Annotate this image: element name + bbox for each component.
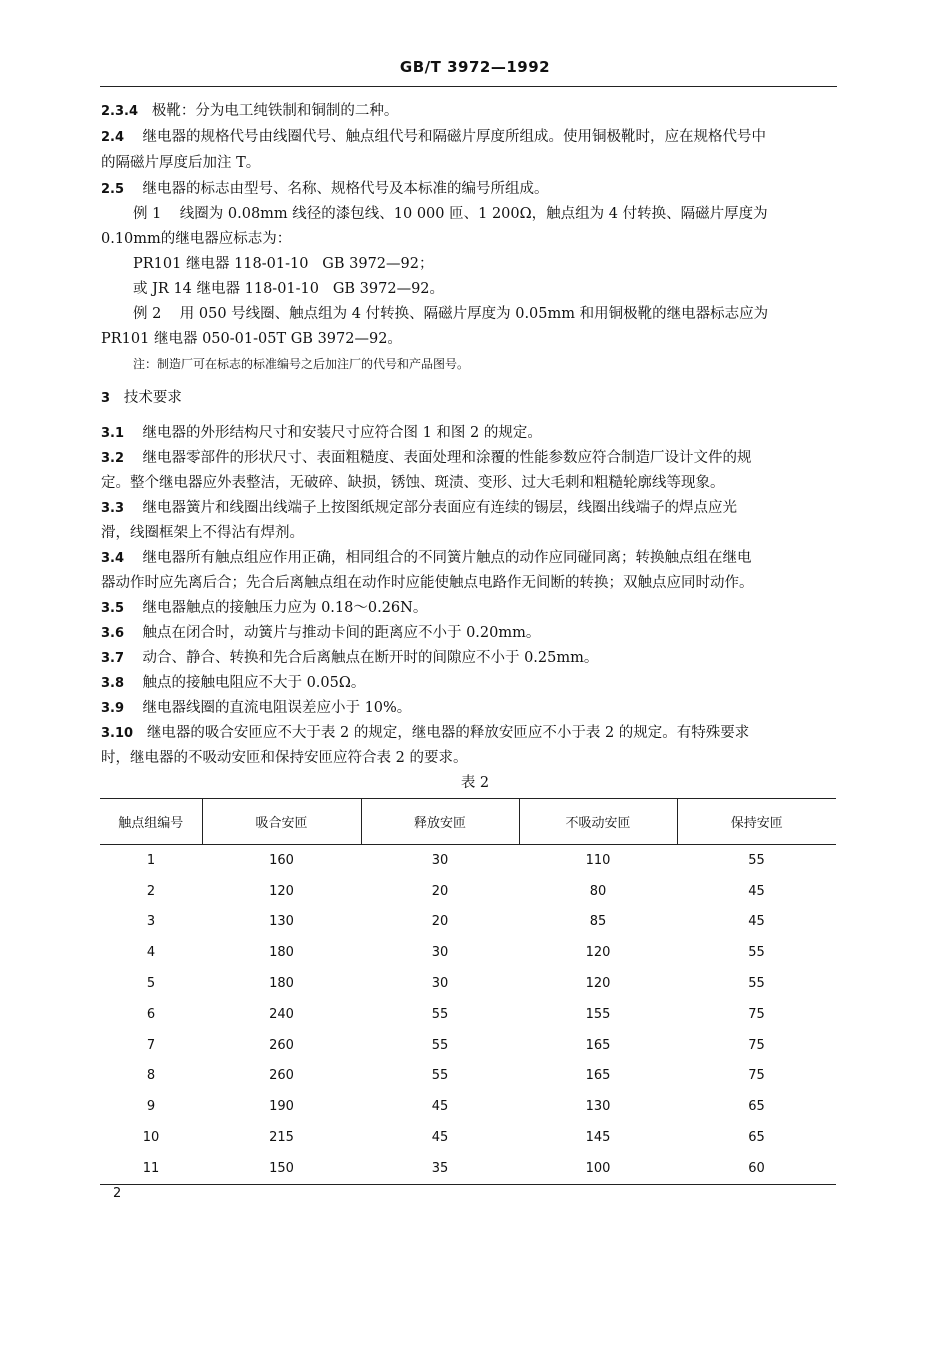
note bbox=[133, 352, 469, 376]
cell: 8 bbox=[146, 1068, 156, 1084]
header-hold-at: 保持安匝 bbox=[677, 799, 836, 845]
cell: 260 bbox=[269, 1037, 294, 1053]
cell: 55 bbox=[748, 945, 765, 961]
cell: 60 bbox=[677, 1153, 836, 1184]
clause-text: 定。整个继电器应外表整洁，无破碎、缺损，锈蚀、斑渍、变形、过大毛刺和粗糙轮廓线等现象。 bbox=[101, 475, 725, 491]
cell: 55 bbox=[431, 1037, 449, 1053]
cell: 7 bbox=[146, 1037, 156, 1053]
clause-text: 器动作时应先离后合；先合后离触点组在动作时应能使触点电路作无间断的转换；双触点应同时动作。 bbox=[101, 575, 754, 591]
cell: 165 bbox=[585, 1037, 611, 1053]
clause-number: 3.5 bbox=[101, 601, 125, 616]
clause-2-5 bbox=[101, 177, 548, 202]
clause-number: 3.8 bbox=[101, 676, 125, 691]
table-row bbox=[100, 1030, 836, 1061]
clause-text: 继电器线圈的直流电阻误差应小于 10%。 bbox=[142, 700, 412, 716]
clause-text: 动合、静合、转换和先合后离触点在断开时的间隙应不小于 0.25mm。 bbox=[142, 650, 599, 666]
cell: 30 bbox=[431, 852, 449, 868]
section-number: 3 bbox=[101, 391, 111, 406]
marking-text: PR101 继电器 118-01-10 GB 3972—92； bbox=[133, 256, 434, 272]
clause-text: 继电器簧片和线圈出线端子上按图纸规定部分表面应有连续的锡层，线圈出线端子的焊点应光 bbox=[142, 500, 737, 516]
cell: 10 bbox=[142, 1130, 160, 1146]
cell: 75 bbox=[748, 1006, 765, 1022]
cell: 75 bbox=[748, 1037, 765, 1053]
cell: 190 bbox=[269, 1099, 294, 1115]
clause-3-4 bbox=[101, 546, 751, 571]
cell: 4 bbox=[146, 945, 156, 961]
section-3-heading bbox=[101, 386, 182, 411]
clause-number: 3.7 bbox=[101, 651, 125, 666]
cell: 240 bbox=[269, 1006, 294, 1022]
clause-text: 继电器的外形结构尺寸和安装尺寸应符合图 1 和图 2 的规定。 bbox=[142, 425, 542, 441]
cell: 45 bbox=[748, 883, 765, 899]
cell: 65 bbox=[748, 1130, 765, 1146]
example-2 bbox=[133, 302, 768, 326]
table-row bbox=[100, 968, 836, 999]
table-2 bbox=[100, 798, 836, 1185]
example-text: 例 1 线圈为 0.08mm 线径的漆包线、10 000 匝、1 200Ω，触点组为 4 付转换、隔磁片厚度为 bbox=[133, 206, 768, 222]
example-text: PR101 继电器 050-01-05T GB 3972—92。 bbox=[101, 331, 402, 347]
section-title: 技术要求 bbox=[123, 390, 182, 406]
clause-3-1 bbox=[101, 421, 542, 446]
clause-text: 继电器的标志由型号、名称、规格代号及本标准的编号所组成。 bbox=[142, 181, 549, 197]
cell: 45 bbox=[748, 914, 765, 930]
cell: 130 bbox=[269, 914, 294, 930]
cell: 100 bbox=[519, 1153, 677, 1184]
clause-text: 触点的接触电阻应不大于 0.05Ω。 bbox=[142, 675, 366, 691]
clause-text: 继电器的吸合安匝应不大于表 2 的规定，继电器的释放安匝应不小于表 2 的规定。有特殊要求 bbox=[146, 725, 750, 741]
header-release-at: 释放安匝 bbox=[361, 799, 519, 845]
clause-number: 3.10 bbox=[101, 726, 134, 741]
table-row bbox=[100, 845, 836, 876]
table-row bbox=[100, 907, 836, 938]
cell: 145 bbox=[585, 1130, 611, 1146]
table-row bbox=[100, 876, 836, 907]
cell: 11 bbox=[100, 1153, 202, 1184]
example-1 bbox=[133, 202, 768, 226]
cell: 130 bbox=[585, 1099, 611, 1115]
cell: 2 bbox=[146, 883, 156, 899]
clause-text: 时，继电器的不吸动安匝和保持安匝应符合表 2 的要求。 bbox=[101, 750, 468, 766]
cell: 160 bbox=[269, 852, 294, 868]
header-non-operate-at: 不吸动安匝 bbox=[519, 799, 677, 845]
cell: 1 bbox=[146, 852, 156, 868]
cell: 30 bbox=[431, 976, 449, 992]
clause-number: 2.4 bbox=[101, 130, 125, 145]
cell: 65 bbox=[748, 1099, 765, 1115]
note-text: 注：制造厂可在标志的标准编号之后加注厂的代号和产品图号。 bbox=[133, 357, 470, 371]
cell: 180 bbox=[269, 945, 294, 961]
clause-3-9 bbox=[101, 696, 411, 721]
cell: 180 bbox=[269, 976, 294, 992]
marking-example-1 bbox=[133, 252, 433, 276]
clause-number: 3.1 bbox=[101, 426, 125, 441]
clause-text: 的隔磁片厚度后加注 T。 bbox=[101, 155, 261, 171]
cell: 3 bbox=[146, 914, 156, 930]
clause-2-4-cont bbox=[101, 151, 260, 175]
clause-number: 3.9 bbox=[101, 701, 125, 716]
clause-3-8 bbox=[101, 671, 365, 696]
table-row bbox=[100, 1061, 836, 1092]
example-text: 例 2 用 050 号线圈、触点组为 4 付转换、隔磁片厚度为 0.05mm 和用铜极靴的继电器标志应为 bbox=[133, 306, 769, 322]
cell: 85 bbox=[589, 914, 607, 930]
cell: 55 bbox=[748, 852, 765, 868]
clause-text: 滑，线圈框架上不得沾有焊剂。 bbox=[101, 525, 304, 541]
clause-2-3-4 bbox=[101, 99, 398, 124]
table-row bbox=[100, 999, 836, 1030]
header-contact-group-no: 触点组编号 bbox=[100, 799, 202, 845]
example-1-cont bbox=[101, 227, 291, 251]
clause-text: 继电器零部件的形状尺寸、表面粗糙度、表面处理和涂覆的性能参数应符合制造厂设计文件的规 bbox=[142, 450, 752, 466]
marking-text: 或 JR 14 继电器 118-01-10 GB 3972—92。 bbox=[133, 281, 445, 297]
clause-3-3-cont bbox=[101, 521, 304, 545]
clause-3-10-cont bbox=[101, 746, 467, 770]
cell: 9 bbox=[146, 1099, 156, 1115]
clause-3-6 bbox=[101, 621, 540, 646]
cell: 45 bbox=[431, 1099, 449, 1115]
cell: 45 bbox=[431, 1130, 449, 1146]
clause-number: 3.4 bbox=[101, 551, 125, 566]
clause-text: 继电器触点的接触压力应为 0.18～0.26N。 bbox=[142, 600, 428, 616]
table-row bbox=[100, 1091, 836, 1122]
clause-3-4-cont bbox=[101, 571, 754, 595]
clause-number: 3.3 bbox=[101, 501, 125, 516]
clause-number: 3.2 bbox=[101, 451, 125, 466]
cell: 155 bbox=[585, 1006, 611, 1022]
clause-text: 极靴：分为电工纯铁制和铜制的二种。 bbox=[151, 103, 399, 119]
clause-number: 2.5 bbox=[101, 182, 125, 197]
clause-3-5 bbox=[101, 596, 427, 621]
cell: 120 bbox=[585, 945, 611, 961]
cell: 215 bbox=[269, 1130, 294, 1146]
cell: 165 bbox=[585, 1068, 611, 1084]
table-header-row bbox=[100, 799, 836, 845]
table-row bbox=[100, 1122, 836, 1153]
clause-3-2-cont bbox=[101, 471, 725, 495]
cell: 150 bbox=[202, 1153, 361, 1184]
clause-3-10 bbox=[101, 721, 749, 746]
cell: 5 bbox=[146, 976, 156, 992]
cell: 55 bbox=[748, 976, 765, 992]
cell: 75 bbox=[748, 1068, 765, 1084]
clause-text: 触点在闭合时，动簧片与推动卡间的距离应不小于 0.20mm。 bbox=[142, 625, 541, 641]
example-text: 0.10mm的继电器应标志为： bbox=[101, 231, 292, 247]
cell: 80 bbox=[589, 883, 607, 899]
cell: 55 bbox=[431, 1068, 449, 1084]
clause-number: 2.3.4 bbox=[101, 104, 139, 119]
cell: 20 bbox=[431, 883, 449, 899]
cell: 120 bbox=[585, 976, 611, 992]
cell: 260 bbox=[269, 1068, 294, 1084]
cell: 30 bbox=[431, 945, 449, 961]
cell: 110 bbox=[585, 852, 611, 868]
cell: 35 bbox=[361, 1153, 519, 1184]
clause-number: 3.6 bbox=[101, 626, 125, 641]
standard-header: GB/T 3972—1992 bbox=[399, 58, 551, 76]
clause-3-3 bbox=[101, 496, 737, 521]
clause-3-7 bbox=[101, 646, 598, 671]
table-row bbox=[100, 1153, 836, 1184]
cell: 55 bbox=[431, 1006, 449, 1022]
clause-text: 继电器所有触点组应作用正确，相同组合的不同簧片触点的动作应同碰同离；转换触点组在继电 bbox=[142, 550, 752, 566]
cell: 120 bbox=[269, 883, 294, 899]
header-divider bbox=[100, 86, 837, 87]
clause-text: 继电器的规格代号由线圈代号、触点组代号和隔磁片厚度所组成。使用铜极靴时，应在规格代号中 bbox=[142, 129, 766, 145]
header-pull-in-at: 吸合安匝 bbox=[202, 799, 361, 845]
clause-2-4 bbox=[101, 125, 766, 150]
table-caption: 表 2 bbox=[460, 775, 490, 791]
marking-example-1-alt bbox=[133, 277, 444, 301]
example-2-cont bbox=[101, 327, 402, 351]
table-row bbox=[100, 937, 836, 968]
cell: 6 bbox=[146, 1006, 156, 1022]
cell: 20 bbox=[431, 914, 449, 930]
page-number: 2 bbox=[113, 1186, 122, 1201]
clause-3-2 bbox=[101, 446, 751, 471]
